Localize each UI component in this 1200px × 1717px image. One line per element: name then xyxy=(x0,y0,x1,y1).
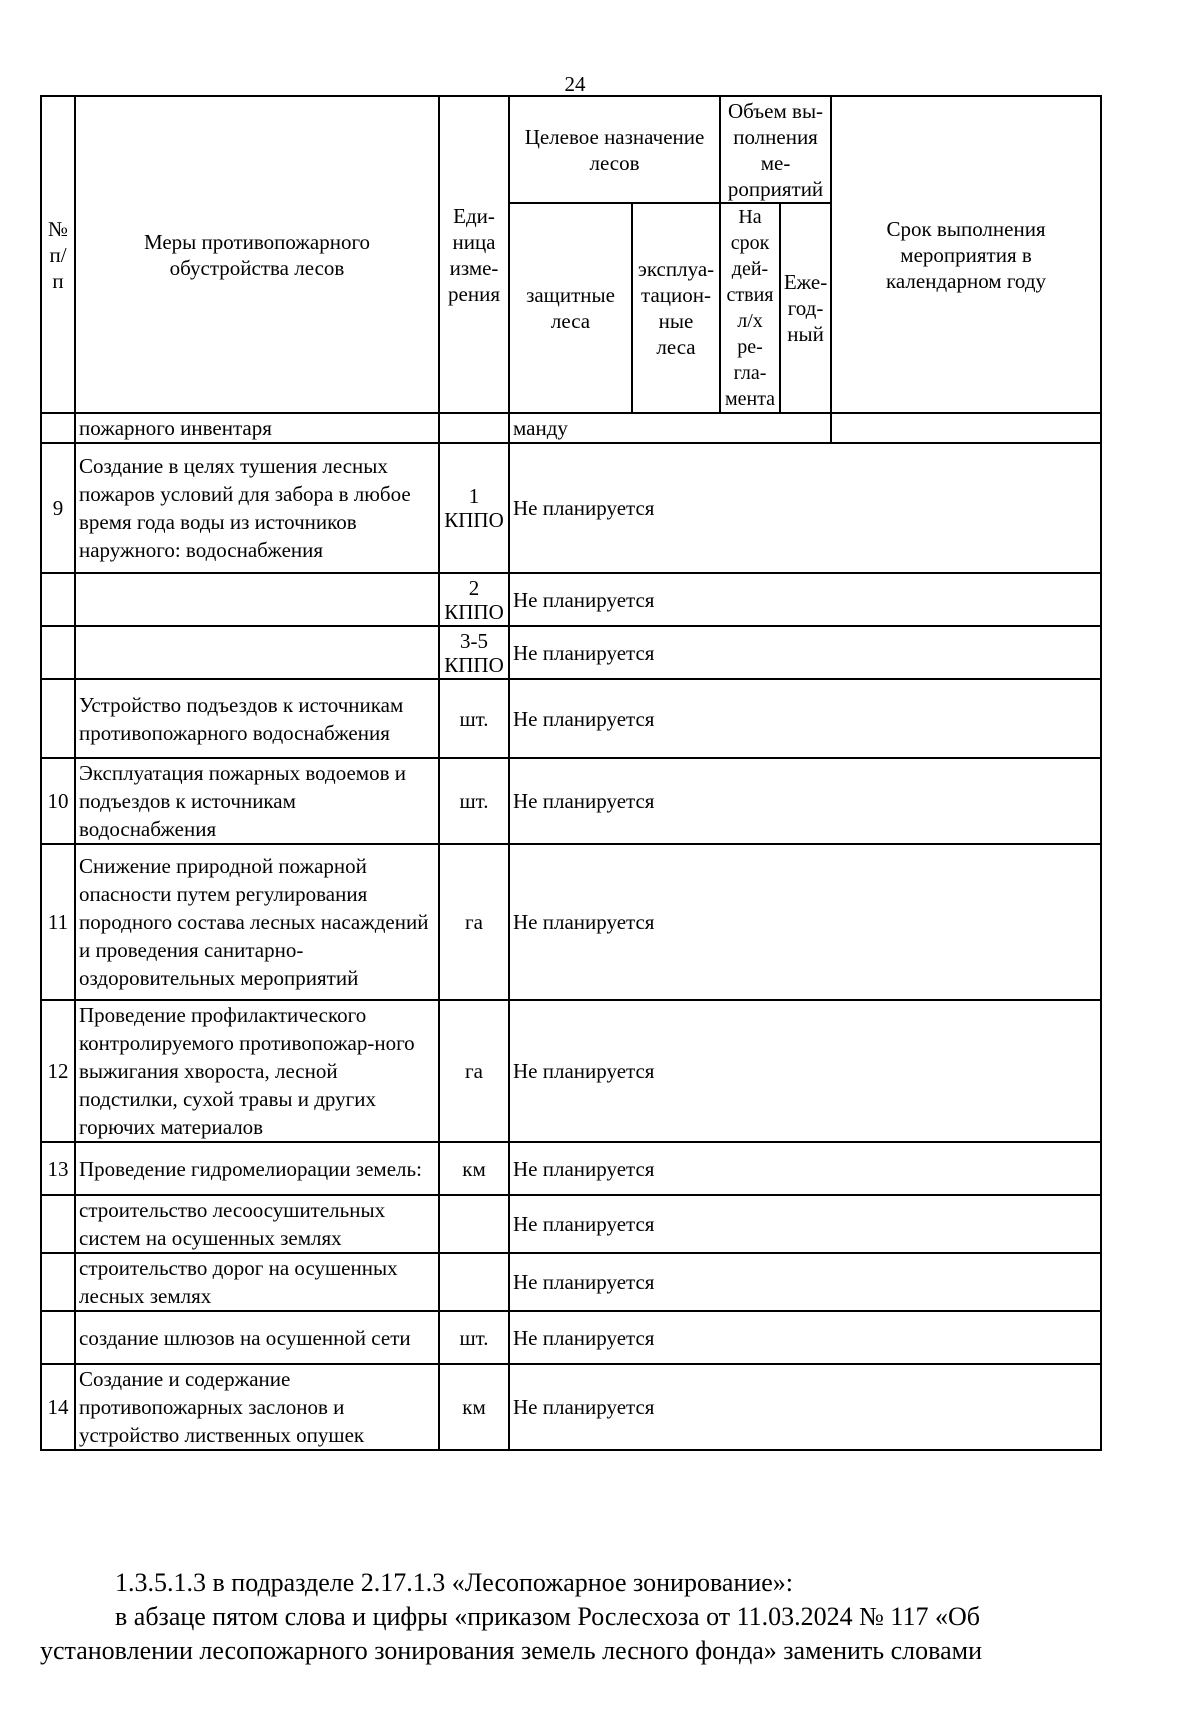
row-measure: Создание и содержание противопожарных заслонов и устройство лиственных опушек xyxy=(75,1364,439,1450)
row-value: Не планируется xyxy=(509,1311,1101,1364)
fire-measures-table xyxy=(40,95,1102,1451)
table-row xyxy=(41,1195,1101,1253)
row-num: 9 xyxy=(41,443,75,573)
row-unit xyxy=(439,413,509,443)
row-deadline xyxy=(831,413,1101,443)
row-measure: Устройство подъездов к источникам противопожарного водоснабжения xyxy=(75,679,439,758)
row-measure xyxy=(75,573,439,626)
row-value: манду xyxy=(509,413,831,443)
row-value: Не планируется xyxy=(509,1000,1101,1142)
header-volume: Объем вы- полнения ме- роприятий xyxy=(720,96,831,203)
table-row xyxy=(41,1142,1101,1195)
row-value: Не планируется xyxy=(509,573,1101,626)
row-num xyxy=(41,1311,75,1364)
row-unit: 3-5 КППО xyxy=(439,626,509,679)
header-term-regulation: На срок дей- ствия л/х ре- гла- мента xyxy=(720,203,780,413)
row-measure: Снижение природной пожарной опасности путем регулирования породного состава лесных насаждений и проведения санитарно-оздоровительных мероприятий xyxy=(75,844,439,1000)
header-measures: Меры противопожарного обустройства лесов xyxy=(75,96,439,413)
table-row xyxy=(41,443,1101,573)
table-row xyxy=(41,626,1101,679)
row-value: Не планируется xyxy=(509,679,1101,758)
row-num xyxy=(41,626,75,679)
header-operational: эксплуа- тацион- ные леса xyxy=(632,203,720,413)
row-unit xyxy=(439,1195,509,1253)
row-num: 10 xyxy=(41,758,75,844)
row-value: Не планируется xyxy=(509,1142,1101,1195)
row-num: 13 xyxy=(41,1142,75,1195)
header-unit: Еди- ница изме- рения xyxy=(439,96,509,413)
row-unit: 2 КППО xyxy=(439,573,509,626)
table-row xyxy=(41,1000,1101,1142)
row-num xyxy=(41,1195,75,1253)
row-num xyxy=(41,573,75,626)
row-unit: га xyxy=(439,844,509,1000)
row-measure: Создание в целях тушения лесных пожаров условий для забора в любое время года воды из источников наружного: водоснабжения xyxy=(75,443,439,573)
row-unit xyxy=(439,1253,509,1311)
header-protective: защитные леса xyxy=(509,203,632,413)
paragraph-item-number: 1.3.5.1.3 в подразделе 2.17.1.3 «Лесопожарное зонирование»: xyxy=(115,1568,794,1597)
row-num: 14 xyxy=(41,1364,75,1450)
header-forest-purpose: Целевое назначение лесов xyxy=(509,96,720,203)
row-measure xyxy=(75,626,439,679)
row-measure: Проведение гидромелиорации земель: xyxy=(75,1142,439,1195)
row-value: Не планируется xyxy=(509,844,1101,1000)
row-measure: создание шлюзов на осушенной сети xyxy=(75,1311,439,1364)
header-num: № п/п xyxy=(41,96,75,413)
row-measure: Эксплуатация пожарных водоемов и подъездов к источникам водоснабжения xyxy=(75,758,439,844)
row-value: Не планируется xyxy=(509,443,1101,573)
row-num xyxy=(41,413,75,443)
row-num xyxy=(41,679,75,758)
row-num xyxy=(41,1253,75,1311)
row-unit: км xyxy=(439,1142,509,1195)
row-num: 12 xyxy=(41,1000,75,1142)
table-row xyxy=(41,573,1101,626)
row-measure: Проведение профилактического контролируемого противопожар-ного выжигания хвороста, лесной подстилки, сухой травы и других горючих материалов xyxy=(75,1000,439,1142)
table-row xyxy=(41,1364,1101,1450)
row-unit: 1 КППО xyxy=(439,443,509,573)
row-value: Не планируется xyxy=(509,1253,1101,1311)
paragraph-body-line-1: в абзаце пятом слова и цифры «приказом Рослесхоза от 11.03.2024 № 117 «Об xyxy=(115,1602,980,1631)
row-measure: строительство лесоосушительных систем на осушенных землях xyxy=(75,1195,439,1253)
row-unit: шт. xyxy=(439,679,509,758)
header-deadline: Срок выполнения мероприятия в календарном году xyxy=(831,96,1101,413)
row-unit: шт. xyxy=(439,1311,509,1364)
row-value: Не планируется xyxy=(509,1195,1101,1253)
row-unit: га xyxy=(439,1000,509,1142)
table-row xyxy=(41,758,1101,844)
row-measure: пожарного инвентаря xyxy=(75,413,439,443)
row-unit: шт. xyxy=(439,758,509,844)
table-row xyxy=(41,844,1101,1000)
row-value: Не планируется xyxy=(509,1364,1101,1450)
row-num: 11 xyxy=(41,844,75,1000)
row-value: Не планируется xyxy=(509,626,1101,679)
table-row xyxy=(41,413,1101,443)
page-number: 24 xyxy=(564,72,586,96)
row-unit: км xyxy=(439,1364,509,1450)
table-row xyxy=(41,679,1101,758)
row-measure: строительство дорог на осушенных лесных землях xyxy=(75,1253,439,1311)
row-value: Не планируется xyxy=(509,758,1101,844)
table-row xyxy=(41,1311,1101,1364)
header-annual: Еже- год- ный xyxy=(780,203,831,413)
table-row xyxy=(41,1253,1101,1311)
paragraph-body-line-2: установлении лесопожарного зонирования земель лесного фонда» заменить словами xyxy=(40,1636,982,1665)
